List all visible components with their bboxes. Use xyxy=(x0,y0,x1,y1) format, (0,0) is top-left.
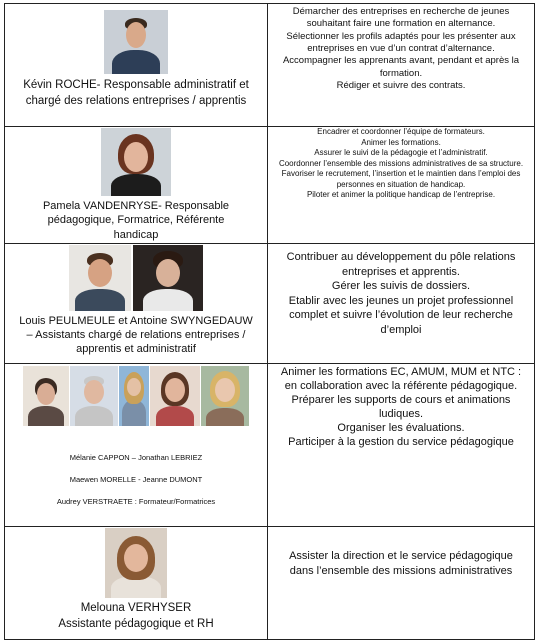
member-cell xyxy=(5,364,268,527)
team-row xyxy=(5,4,535,127)
duty-item: Coordonner l’ensemble des missions administratives de sa structure. xyxy=(278,158,524,168)
name-line: chargé des relations entreprises / apprentis xyxy=(25,94,247,107)
name-line: Louis PEULMEULE et Antoine SWYNGEDAUW xyxy=(19,315,253,327)
duty-item: Assurer le suivi de la pédagogie et l’administratif. xyxy=(314,148,488,158)
duty-item: Etablir avec les jeunes un projet professionnel complet et suivre l’évolution de leur recherche d’emploi xyxy=(288,294,514,336)
trainer-photo xyxy=(119,366,149,426)
louis-peulmeule-photo xyxy=(69,245,131,311)
trainer-photo xyxy=(201,366,249,426)
team-table xyxy=(4,3,535,640)
duty-item: Piloter et animer la politique handicap de l’entreprise. xyxy=(306,190,496,200)
duty-item: Accompagner les apprenants avant, pendant et après la formation. xyxy=(282,55,520,79)
team-row xyxy=(5,244,535,364)
duty-item: Participer à la gestion du service pédagogique xyxy=(288,436,514,449)
trainer-photo xyxy=(150,366,200,426)
member-cell xyxy=(5,244,268,364)
kevin-roche-photo xyxy=(104,10,168,74)
duty-item: Animer les formations. xyxy=(361,137,441,147)
member-name xyxy=(5,453,267,507)
member-cell xyxy=(5,127,268,244)
name-line: Kévin ROCHE- Responsable administratif et xyxy=(23,79,249,91)
duties-cell xyxy=(268,4,535,127)
name-line: Maewen MORELLE - Jeanne DUMONT xyxy=(69,475,203,485)
duty-item: Assister la direction et le service pédagogique dans l’ensemble des missions administratives xyxy=(289,550,513,577)
member-name xyxy=(5,314,267,356)
name-line: Mélanie CAPPON – Jonathan LEBRIEZ xyxy=(69,453,203,462)
name-line: apprentis et administratif xyxy=(76,343,196,356)
duties-cell xyxy=(268,244,535,364)
duties-cell xyxy=(268,364,535,527)
duty-item: Animer les formations EC, AMUM, MUM et NTC : en collaboration avec la référente pédagogique. xyxy=(280,366,522,393)
name-line: Assistante pédagogique et RH xyxy=(58,617,214,630)
duty-item: Démarcher des entreprises en recherche de jeunes souhaitant faire une formation en alternance. xyxy=(292,6,510,30)
pamela-vandenryse-photo xyxy=(101,128,171,196)
duty-item: Rédiger et suivre des contrats. xyxy=(336,80,466,92)
team-row xyxy=(5,364,535,527)
trainer-photo xyxy=(70,366,118,426)
name-line: handicap xyxy=(113,228,159,241)
member-name xyxy=(5,601,267,632)
duty-item: Préparer les supports de cours et animations ludiques. xyxy=(291,394,511,421)
member-cell xyxy=(5,527,268,640)
duty-item: Sélectionner les profils adaptés pour les présenter aux entreprises en vue d’un contrat d’alternance. xyxy=(286,30,516,55)
name-line: Pamela VANDENRYSE- Responsable xyxy=(42,200,230,212)
antoine-swyngedauw-photo xyxy=(133,245,203,311)
duty-item: Encadrer et coordonner l’équipe de formateurs. xyxy=(317,127,485,136)
duties-cell xyxy=(268,527,535,640)
duty-item: Gérer les suivis de dossiers. xyxy=(331,280,471,293)
trainer-photo xyxy=(23,366,69,426)
member-name xyxy=(5,199,267,242)
member-name xyxy=(5,78,267,109)
duty-item: Organiser les évaluations. xyxy=(337,422,465,435)
member-cell xyxy=(5,4,268,127)
name-line: pédagogique, Formatrice, Référente xyxy=(47,214,225,227)
duty-item: Favoriser le recrutement, l’insertion et le maintien dans l’emploi des personnes en situation de handicap. xyxy=(281,169,521,189)
duty-item: Contribuer au développement du pôle relations entreprises et apprentis. xyxy=(286,251,516,278)
team-row xyxy=(5,127,535,244)
melouna-verhyser-photo xyxy=(105,528,167,598)
team-row xyxy=(5,527,535,640)
name-line: Melouna VERHYSER xyxy=(80,602,192,614)
name-line: Audrey VERSTRAETE : Formateur/Formatrices xyxy=(56,497,216,507)
duties-cell xyxy=(268,127,535,244)
name-line: – Assistants chargé de relations entreprises / xyxy=(26,329,246,342)
